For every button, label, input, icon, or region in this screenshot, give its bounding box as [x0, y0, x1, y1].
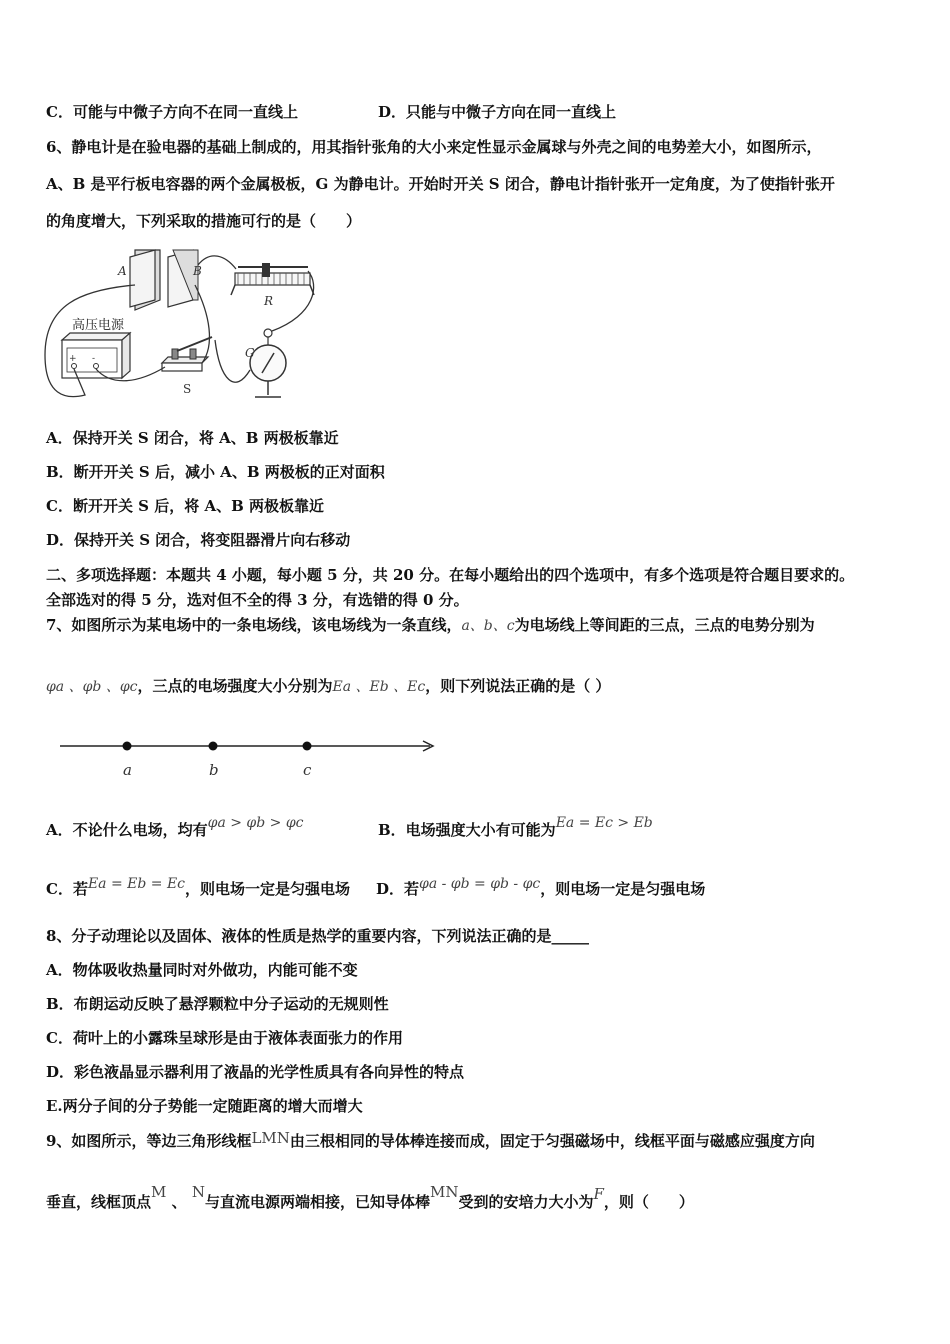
q9-line2-c: 受到的安培力大小为 [458, 1193, 594, 1211]
meter-label: G [245, 346, 255, 360]
switch-label: S [183, 382, 192, 396]
q9-stem-line2 [46, 1183, 694, 1212]
q7-option-d [376, 876, 706, 900]
plate-a-label: A [118, 264, 127, 278]
q8-option-e: E.两分子间的分子势能一定随距离的增大而增大 [46, 1097, 363, 1115]
q9-f: F [593, 1185, 604, 1203]
q7-opt-d-math: φa - φb = φb - φc [419, 876, 541, 892]
q7-opt-d-text2: ，则电场一定是匀强电场 [540, 880, 706, 898]
q6-stem-line1: 6、静电计是在验电器的基础上制成的，用其指针张角的大小来定性显示金属球与外壳之间的电势差大小，如图所示， [46, 138, 822, 156]
q8-option-c: C．荷叶上的小露珠呈球形是由于液体表面张力的作用 [46, 1029, 403, 1047]
q6-option-a: A．保持开关 S 闭合，将 A、B 两极板靠近 [46, 429, 339, 447]
rheostat-label: R [264, 294, 274, 308]
q7-opt-c-text2: ，则电场一定是匀强电场 [185, 880, 351, 898]
q7-option-b [378, 815, 653, 841]
q9-stem-line1 [46, 1131, 815, 1151]
q6-stem-line3: 的角度增大，下列采取的措施可行的是（ ） [46, 212, 362, 230]
q7-stem-a: 7、如图所示为某电场中的一条电场线，该电场线为一条直线， [46, 616, 462, 634]
q9-mn: MN [430, 1183, 459, 1201]
q9-stem-a: 9、如图所示，等边三角形线框 [46, 1132, 252, 1150]
q7-stem-b: 为电场线上等间距的三点，三点的电势分别为 [514, 616, 815, 634]
source-plus: + [69, 354, 77, 364]
q6-option-c: C．断开开关 S 后，将 A、B 两极板靠近 [46, 497, 324, 515]
q9-line2-d: ，则（ ） [603, 1193, 694, 1211]
q7-points: a、b、c [461, 618, 515, 634]
q9-n: N [191, 1183, 205, 1201]
q9-line2-b: 与直流电源两端相接，已知导体棒 [204, 1193, 430, 1211]
q9-line2-a: 垂直，线框顶点 [46, 1193, 152, 1211]
q9-stem-b: 由三根相同的导体棒连接而成，固定于匀强磁场中，线框平面与磁感应强度方向 [289, 1132, 815, 1150]
q7-opt-b-text: B．电场强度大小有可能为 [378, 821, 556, 839]
q7-stem-line1 [46, 615, 815, 636]
q8-option-a: A．物体吸收热量同时对外做功，内能可能不变 [46, 961, 358, 979]
section2-line1: 二、多项选择题：本题共 4 小题，每小题 5 分，共 20 分。在每小题给出的四个选项中，有多个选项是符合题目要求的。 [46, 566, 855, 584]
q7-stem-d: ，则下列说法正确的是（ ） [425, 677, 611, 695]
q5-option-c: C．可能与中微子方向不在同一直线上 [46, 103, 298, 121]
q7-opt-d-text: D．若 [376, 880, 420, 898]
q8-option-d: D．彩色液晶显示器利用了液晶的光学性质具有各向异性的特点 [46, 1063, 465, 1081]
q5-option-d: D．只能与中微子方向在同一直线上 [378, 103, 617, 121]
q7-stem-line2 [46, 676, 610, 697]
q7-opt-a-text: A．不论什么电场，均有 [46, 821, 208, 839]
q6-stem-line2: A、B 是平行板电容器的两个金属极板，G 为静电计。开始时开关 S 闭合，静电计指针张开一定角度，为了使指针张开 [46, 175, 835, 193]
q7-field-line-figure [55, 732, 445, 782]
q9-lmn: LMN [251, 1129, 290, 1147]
section2-line2: 全部选对的得 5 分，选对但不全的得 3 分，有选错的得 0 分。 [46, 591, 469, 609]
q8-option-b: B．布朗运动反映了悬浮颗粒中分子运动的无规则性 [46, 995, 389, 1013]
q9-m: M [151, 1183, 167, 1201]
q6-option-b: B．断开开关 S 后，减小 A、B 两极板的正对面积 [46, 463, 385, 481]
source-minus: - [92, 354, 96, 364]
q7-field-strengths: Ea 、Eb 、Ec [332, 679, 426, 695]
q7-opt-a-math: φa > φb > φc [207, 815, 304, 831]
q7-option-a [46, 815, 304, 841]
q7-opt-c-text: C．若 [46, 880, 88, 898]
q9-sep: 、 [171, 1193, 187, 1211]
source-label: 高压电源 [72, 318, 125, 333]
plate-b-label: B [193, 264, 202, 278]
point-c-label: c [303, 761, 312, 779]
q8-stem: 8、分子动理论以及固体、液体的性质是热学的重要内容，下列说法正确的是_____ [46, 927, 589, 945]
q7-opt-c-math: Ea = Eb = Ec [87, 876, 186, 892]
q7-opt-b-math: Ea = Ec > Eb [555, 815, 653, 831]
point-a-label: a [123, 761, 132, 779]
q7-potentials: φa 、φb 、φc [46, 679, 138, 695]
q7-option-c [46, 876, 351, 900]
q6-circuit-figure [40, 245, 330, 410]
q6-option-d: D．保持开关 S 闭合，将变阻器滑片向右移动 [46, 531, 351, 549]
q7-stem-c: ，三点的电场强度大小分别为 [137, 677, 333, 695]
point-b-label: b [209, 761, 219, 779]
